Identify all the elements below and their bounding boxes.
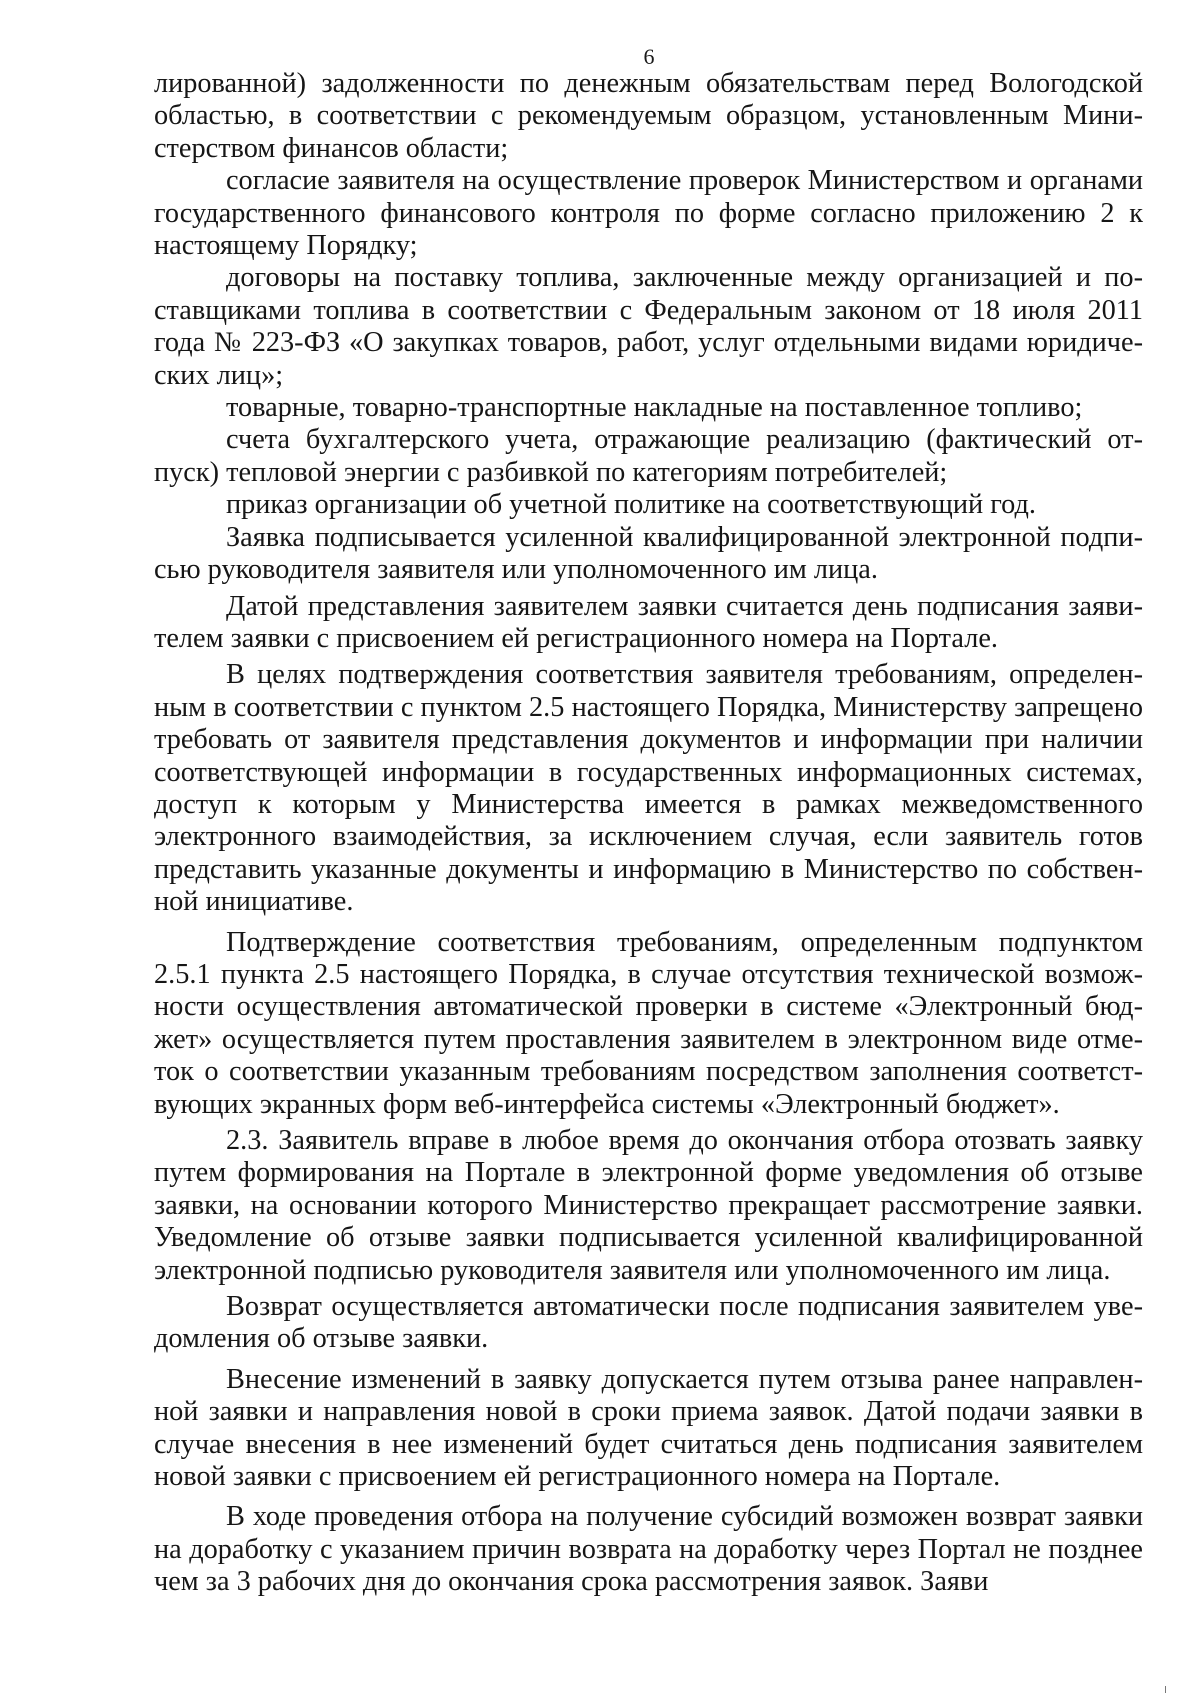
- paragraph-accounting: счета бухгалтерского учета, отражающие реализацию (фактический отпуск) тепловой энергии с разбивкой по категориям потребителей;: [154, 424, 1143, 488]
- paragraph-submission-date: Датой представления заявителем заявки считается день подписания заявителем заявки с присвоением ей регистрационного номера на Портале.: [154, 590, 1143, 654]
- document-body: [154, 68, 1143, 1599]
- paragraph-rework: В ходе проведения отбора на получение субсидий возможен возврат заявки на доработку с указанием причин возврата на доработку через Портал не позднее чем за 3 рабочих дня до окончания срока рассмотрения заявок. Заяви: [154, 1501, 1143, 1598]
- paragraph-2-3-withdrawal: 2.3. Заявитель вправе в любое время до окончания отбора отозвать заявку путем формирования на Портале в электронной форме уведомления об отзыве заявки, на основании которого Министерство прекращает рассмотрение заявки. Уведомление об отзыве заявки подписывается усиленной квалифицированной электронной подписью руководителя заявителя или уполномоченного им лица.: [154, 1125, 1143, 1286]
- paragraph-waybills: товарные, товарно-транспортные накладные на поставленное топливо;: [226, 392, 1083, 424]
- paragraph-inspection-consent: согласие заявителя на осуществление проверок Министерством и органами государственного финансового контроля по форме согласно приложению 2 к настоящему Порядку;: [154, 165, 1143, 262]
- page-number: 6: [643, 44, 655, 69]
- paragraph-debt-continuation: лированной) задолженности по денежным обязательствам перед Вологодской областью, в соответствии с рекомендуемым образцом, установленным Министерством финансов области;: [154, 68, 1143, 164]
- paragraph-fuel-contracts: договоры на поставку топлива, заключенные между организацией и поставщиками топлива в соответствии с Федеральным законом от 18 июля 2011 года № 223-ФЗ «О закупках товаров, работ, услуг отдельными видами юридических лиц»;: [154, 262, 1143, 391]
- scan-mark: [1165, 1686, 1166, 1693]
- paragraph-signature: Заявка подписывается усиленной квалифицированной электронной подписью руководителя заявителя или уполномоченного им лица.: [154, 521, 1143, 586]
- paragraph-verification: В целях подтверждения соответствия заявителя требованиям, определенным в соответствии с пунктом 2.5 настоящего Порядка, Министерству запрещено требовать от заявителя представления документов и информации при наличии соответствующей информации в государственных информационных системах, доступ к которым у Министерства имеется в рамках межведомственного электронного взаимодействия, за исключением случая, если заявитель готов представить указанные документы и информацию в Министерство по собственной инициативе.: [154, 659, 1143, 918]
- paragraph-accounting-policy: приказ организации об учетной политике на соответствующий год.: [226, 489, 1036, 521]
- paragraph-return: Возврат осуществляется автоматически после подписания заявителем уведомления об отзыве заявки.: [154, 1291, 1143, 1355]
- paragraph-amendments: Внесение изменений в заявку допускается путем отзыва ранее направленной заявки и направления новой в сроки приема заявок. Датой подачи заявки в случае внесения в нее изменений будет считаться день подписания заявителем новой заявки с присвоением ей регистрационного номера на Портале.: [154, 1363, 1143, 1493]
- paragraph-confirmation: Подтверждение соответствия требованиям, определенным подпунктом 2.5.1 пункта 2.5 настоящего Порядка, в случае отсутствия технической возможности осуществления автоматической проверки в системе «Электронный бюджет» осуществляется путем проставления заявителем в электронном виде отметок о соответствии указанным требованиям посредством заполнения соответствующих экранных форм веб-интерфейса системы «Электронный бюджет».: [154, 926, 1143, 1120]
